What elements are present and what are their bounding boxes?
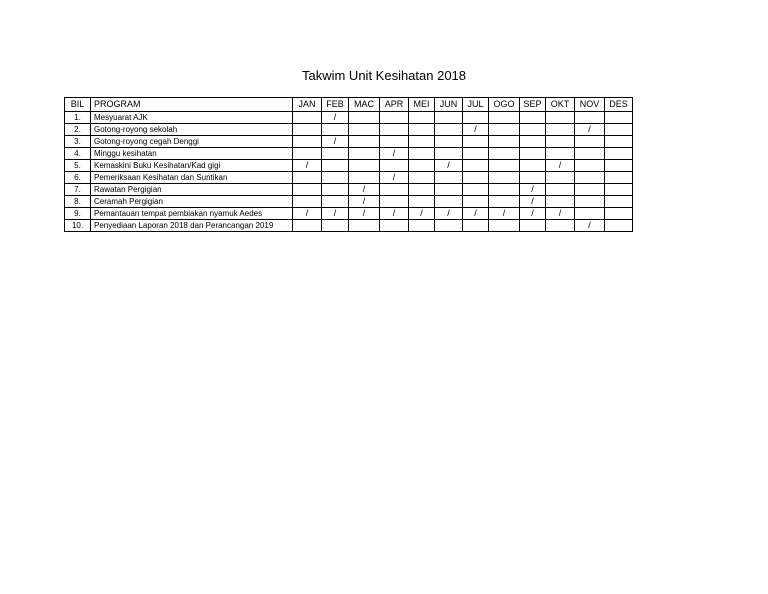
month-mark-cell (435, 124, 463, 136)
month-mark-cell (489, 136, 520, 148)
month-mark-cell (409, 148, 435, 160)
header-bil: BIL (65, 98, 91, 112)
month-mark-cell: / (349, 208, 380, 220)
month-mark-cell: / (380, 208, 409, 220)
month-mark-cell (520, 112, 546, 124)
month-mark-cell (489, 112, 520, 124)
month-mark-cell (489, 172, 520, 184)
month-mark-cell (463, 220, 489, 232)
month-mark-cell (322, 124, 349, 136)
month-mark-cell (605, 124, 633, 136)
row-bil: 6. (65, 172, 91, 184)
month-mark-cell (380, 184, 409, 196)
month-mark-cell (435, 112, 463, 124)
header-program: PROGRAM (91, 98, 293, 112)
month-mark-cell: / (435, 160, 463, 172)
month-mark-cell (463, 172, 489, 184)
row-bil: 10. (65, 220, 91, 232)
table-row (65, 148, 633, 160)
month-mark-cell (435, 196, 463, 208)
month-mark-cell (546, 184, 575, 196)
schedule-body (65, 112, 633, 232)
month-mark-cell (489, 184, 520, 196)
month-mark-cell: / (322, 208, 349, 220)
month-mark-cell (380, 196, 409, 208)
month-mark-cell (489, 124, 520, 136)
row-program: Gotong-royong sekolah (91, 124, 293, 136)
month-mark-cell (293, 124, 322, 136)
month-mark-cell: / (520, 208, 546, 220)
month-mark-cell: / (409, 208, 435, 220)
month-mark-cell: / (520, 184, 546, 196)
row-program: Minggu kesihatan (91, 148, 293, 160)
month-mark-cell (489, 196, 520, 208)
month-mark-cell (463, 136, 489, 148)
row-program: Gotong-royong cegah Denggi (91, 136, 293, 148)
table-row (65, 208, 633, 220)
month-mark-cell (520, 124, 546, 136)
month-mark-cell (322, 220, 349, 232)
month-mark-cell (435, 184, 463, 196)
row-bil: 9. (65, 208, 91, 220)
month-mark-cell (322, 184, 349, 196)
table-row (65, 124, 633, 136)
header-month-okt: OKT (546, 98, 575, 112)
month-mark-cell (575, 184, 605, 196)
month-mark-cell (380, 160, 409, 172)
row-bil: 1. (65, 112, 91, 124)
month-mark-cell: / (546, 208, 575, 220)
month-mark-cell (605, 208, 633, 220)
month-mark-cell (575, 172, 605, 184)
month-mark-cell (605, 136, 633, 148)
month-mark-cell: / (380, 148, 409, 160)
month-mark-cell (293, 112, 322, 124)
month-mark-cell (409, 136, 435, 148)
month-mark-cell: / (463, 208, 489, 220)
month-mark-cell (349, 172, 380, 184)
month-mark-cell (322, 160, 349, 172)
month-mark-cell (546, 196, 575, 208)
row-program: Pemantauan tempat pembiakan nyamuk Aedes (91, 208, 293, 220)
month-mark-cell (575, 208, 605, 220)
month-mark-cell (349, 124, 380, 136)
row-bil: 4. (65, 148, 91, 160)
month-mark-cell (293, 172, 322, 184)
row-program: Mesyuarat AJK (91, 112, 293, 124)
month-mark-cell (409, 184, 435, 196)
month-mark-cell (463, 196, 489, 208)
table-row (65, 136, 633, 148)
month-mark-cell (435, 172, 463, 184)
header-month-jan: JAN (293, 98, 322, 112)
month-mark-cell: / (349, 184, 380, 196)
table-row (65, 172, 633, 184)
month-mark-cell: / (463, 124, 489, 136)
header-month-ogo: OGO (489, 98, 520, 112)
month-mark-cell: / (546, 160, 575, 172)
month-mark-cell (463, 160, 489, 172)
month-mark-cell (409, 160, 435, 172)
month-mark-cell (293, 220, 322, 232)
month-mark-cell (293, 196, 322, 208)
month-mark-cell: / (322, 136, 349, 148)
month-mark-cell (322, 148, 349, 160)
month-mark-cell (409, 172, 435, 184)
month-mark-cell (520, 160, 546, 172)
month-mark-cell: / (293, 208, 322, 220)
month-mark-cell (605, 172, 633, 184)
month-mark-cell (605, 184, 633, 196)
header-month-jul: JUL (463, 98, 489, 112)
month-mark-cell (435, 148, 463, 160)
month-mark-cell (520, 148, 546, 160)
row-program: Rawatan Pergigian (91, 184, 293, 196)
month-mark-cell (489, 148, 520, 160)
header-month-apr: APR (380, 98, 409, 112)
month-mark-cell (409, 220, 435, 232)
month-mark-cell: / (520, 196, 546, 208)
month-mark-cell (293, 148, 322, 160)
row-bil: 5. (65, 160, 91, 172)
row-program: Ceramah Pergigian (91, 196, 293, 208)
month-mark-cell (575, 160, 605, 172)
month-mark-cell (463, 184, 489, 196)
row-bil: 3. (65, 136, 91, 148)
month-mark-cell (546, 220, 575, 232)
month-mark-cell (605, 112, 633, 124)
row-program: Kemaskini Buku Kesihatan/Kad gigi (91, 160, 293, 172)
month-mark-cell (349, 220, 380, 232)
month-mark-cell (409, 196, 435, 208)
month-mark-cell (605, 148, 633, 160)
month-mark-cell (546, 148, 575, 160)
row-bil: 7. (65, 184, 91, 196)
month-mark-cell: / (293, 160, 322, 172)
month-mark-cell (575, 112, 605, 124)
month-mark-cell (546, 112, 575, 124)
month-mark-cell (349, 112, 380, 124)
month-mark-cell (349, 148, 380, 160)
month-mark-cell (546, 172, 575, 184)
month-mark-cell (435, 220, 463, 232)
month-mark-cell (489, 160, 520, 172)
table-row (65, 196, 633, 208)
month-mark-cell: / (575, 124, 605, 136)
month-mark-cell (546, 124, 575, 136)
month-mark-cell (575, 148, 605, 160)
row-program: Pemeriksaan Kesihatan dan Suntikan (91, 172, 293, 184)
month-mark-cell: / (349, 196, 380, 208)
header-month-des: DES (605, 98, 633, 112)
month-mark-cell (435, 136, 463, 148)
page-title: Takwim Unit Kesihatan 2018 (301, 68, 467, 83)
month-mark-cell (520, 172, 546, 184)
month-mark-cell (463, 148, 489, 160)
header-month-sep: SEP (520, 98, 546, 112)
month-mark-cell: / (380, 172, 409, 184)
month-mark-cell (605, 160, 633, 172)
row-bil: 2. (65, 124, 91, 136)
header-month-jun: JUN (435, 98, 463, 112)
table-row (65, 112, 633, 124)
header-month-nov: NOV (575, 98, 605, 112)
header-month-feb: FEB (322, 98, 349, 112)
month-mark-cell (409, 124, 435, 136)
month-mark-cell: / (322, 112, 349, 124)
month-mark-cell (409, 112, 435, 124)
month-mark-cell (520, 220, 546, 232)
month-mark-cell (322, 196, 349, 208)
row-bil: 8. (65, 196, 91, 208)
month-mark-cell (575, 136, 605, 148)
table-row (65, 160, 633, 172)
row-program: Penyediaan Laporan 2018 dan Perancangan 2019 (91, 220, 293, 232)
month-mark-cell (489, 220, 520, 232)
month-mark-cell (463, 112, 489, 124)
month-mark-cell (293, 184, 322, 196)
month-mark-cell (293, 136, 322, 148)
month-mark-cell: / (435, 208, 463, 220)
table-row (65, 184, 633, 196)
month-mark-cell: / (575, 220, 605, 232)
header-month-mei: MEI (409, 98, 435, 112)
month-mark-cell (380, 124, 409, 136)
header-row (65, 98, 633, 112)
month-mark-cell: / (489, 208, 520, 220)
month-mark-cell (349, 136, 380, 148)
month-mark-cell (349, 160, 380, 172)
month-mark-cell (380, 136, 409, 148)
month-mark-cell (380, 220, 409, 232)
month-mark-cell (605, 196, 633, 208)
month-mark-cell (380, 112, 409, 124)
schedule-table (64, 97, 633, 232)
month-mark-cell (605, 220, 633, 232)
month-mark-cell (575, 196, 605, 208)
month-mark-cell (322, 172, 349, 184)
month-mark-cell (546, 136, 575, 148)
month-mark-cell (520, 136, 546, 148)
table-row (65, 220, 633, 232)
header-month-mac: MAC (349, 98, 380, 112)
